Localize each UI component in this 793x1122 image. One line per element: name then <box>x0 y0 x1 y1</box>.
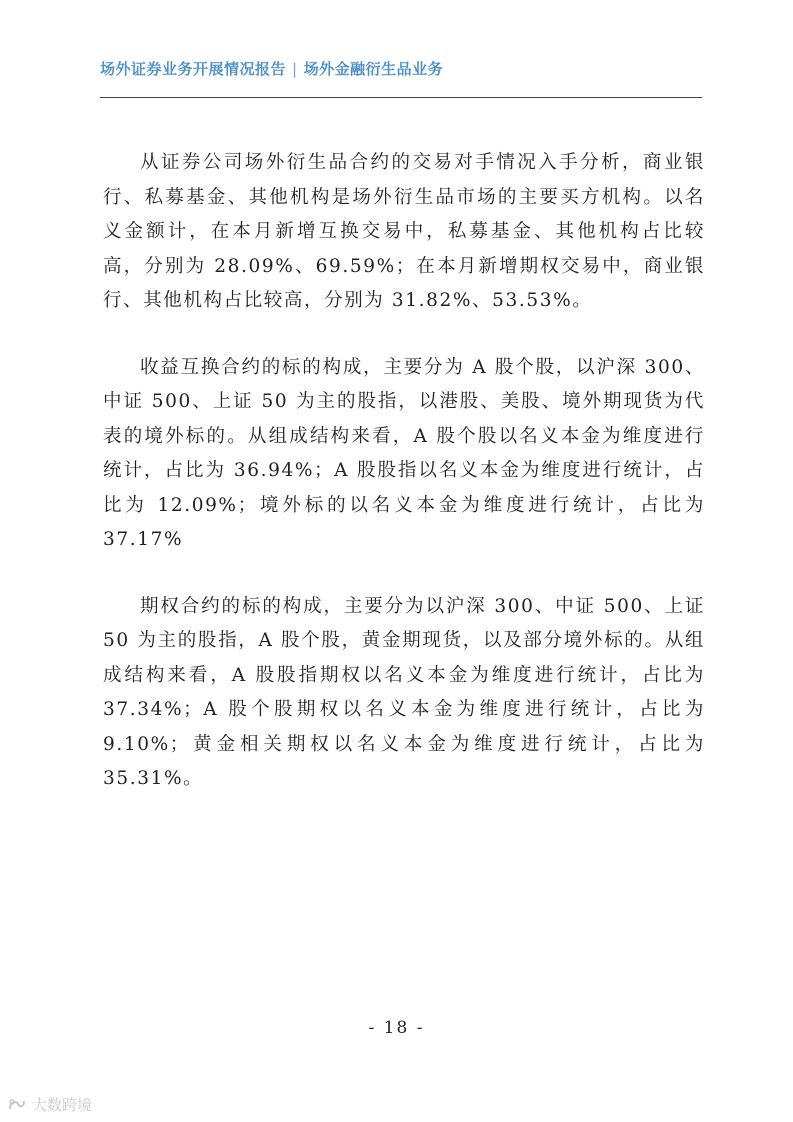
document-body <box>103 146 705 829</box>
brand-logo-icon <box>8 1098 26 1112</box>
watermark-text: 大数跨境 <box>32 1096 93 1114</box>
section-title: 场外金融衍生品业务 <box>303 60 444 78</box>
header-separator: | <box>292 60 298 78</box>
paragraph-counterparty: 从证券公司场外衍生品合约的交易对手情况入手分析，商业银行、私募基金、其他机构是场外衍生品市场的主要买方机构。以名义金额计，在本月新增互换交易中，私募基金、其他机构占比较高，分别为 28.09%、69.59%；在本月新增期权交易中，商业银行、其他机构占比较高，分别为 31.82%、53.53%。 <box>103 152 705 311</box>
page-number: - 18 - <box>368 1018 425 1038</box>
watermark <box>8 1094 92 1115</box>
paragraph-option-underlying: 期权合约的标的构成，主要分为以沪深 300、中证 500、上证 50 为主的股指，A 股个股，黄金期现货，以及部分境外标的。从组成结构来看，A 股股指期权以名义本金为维度进行统计，占比为 37.34%；A 股个股期权以名义本金为维度进行统计，占比为 9.10%；黄金相关期权以名义本金为维度进行统计，占比为 35.31%。 <box>103 595 705 789</box>
paragraph-swap-underlying: 收益互换合约的标的构成，主要分为 A 股个股，以沪深 300、中证 500、上证 50 为主的股指，以港股、美股、境外期现货为代表的境外标的。从组成结构来看，A 股个股以名义本金为维度进行统计，占比为 36.94%；A 股股指以名义本金为维度进行统计，占比为 12.09%；境外标的以名义本金为维度进行统计，占比为 37.17% <box>103 356 705 550</box>
header-divider <box>100 97 702 98</box>
page-header <box>100 58 702 79</box>
report-title: 场外证券业务开展情况报告 <box>100 60 287 78</box>
